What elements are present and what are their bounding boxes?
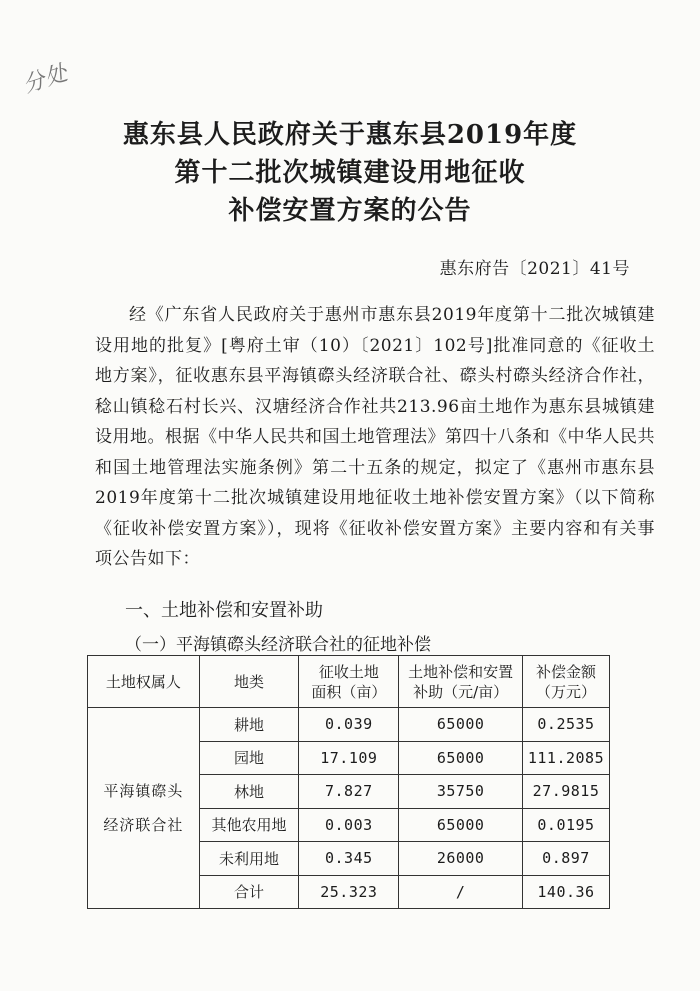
header-rate-line1: 土地补偿和安置: [408, 662, 514, 681]
cell-rate: 65000: [399, 708, 523, 742]
cell-area: 0.039: [299, 708, 399, 742]
cell-land-type: 未利用地: [199, 842, 299, 876]
cell-rate: 26000: [399, 842, 523, 876]
compensation-table: [87, 655, 610, 909]
cell-area: 0.003: [299, 808, 399, 842]
header-amount-line1: 补偿金额: [536, 662, 597, 681]
cell-area: 0.345: [299, 842, 399, 876]
cell-amount: 0.897: [523, 842, 610, 876]
owner-line1: 平海镇磜头: [103, 782, 184, 800]
cell-rate: 65000: [399, 741, 523, 775]
cell-land-type: 耕地: [199, 708, 299, 742]
cell-rate: 35750: [399, 775, 523, 809]
cell-land-type: 园地: [199, 741, 299, 775]
table-row: [88, 708, 610, 742]
cell-land-type: 合计: [199, 875, 299, 909]
cell-rate: 65000: [399, 808, 523, 842]
cell-land-type: 其他农用地: [199, 808, 299, 842]
cell-rate: /: [399, 875, 523, 909]
cell-amount: 0.0195: [523, 808, 610, 842]
title-line-1: 惠东县人民政府关于惠东县2019年度: [122, 120, 578, 150]
header-amount-line2: （万元）: [536, 682, 597, 701]
section-heading: 一、土地补偿和安置补助: [125, 600, 323, 621]
cell-area: 25.323: [299, 875, 399, 909]
cell-amount: 111.2085: [523, 741, 610, 775]
cell-land-type: 林地: [199, 775, 299, 809]
table-header-row: [88, 656, 610, 708]
owner-cell: [88, 708, 200, 909]
cell-area: 17.109: [299, 741, 399, 775]
header-rate: [399, 656, 523, 708]
cell-amount: 140.36: [523, 875, 610, 909]
body-paragraph: 经《广东省人民政府关于惠州市惠东县2019年度第十二批次城镇建设用地的批复》[粤府土审（10）〔2021〕102号]批准同意的《征收土地方案》，征收惠东县平海镇磜头经济联合社、磜头村磜头经济合作社，稔山镇稔石村长兴、汉塘经济合作社共213.96亩土地作为惠东县城镇建设用地。根据《中华人民共和国土地管理法》第四十八条和《中华人民共和国土地管理法实施条例》第二十五条的规定，拟定了《惠州市惠东县2019年度第十二批次城镇建设用地征收土地补偿安置方案》（以下简称《征收补偿安置方案》），现将《征收补偿安置方案》主要内容和有关事项公告如下：: [95, 305, 655, 569]
handwritten-note: 分处: [19, 60, 72, 99]
title-line-3: 补偿安置方案的公告: [228, 196, 472, 226]
title-line-2: 第十二批次城镇建设用地征收: [174, 158, 526, 188]
header-land-type: 地类: [199, 656, 299, 708]
cell-area: 7.827: [299, 775, 399, 809]
document-number: 惠东府告〔2021〕41号: [439, 259, 630, 279]
header-amount: [523, 656, 610, 708]
header-owner: 土地权属人: [88, 656, 200, 708]
header-area-line2: 面积（亩）: [311, 682, 387, 701]
document-title: [60, 116, 640, 230]
header-rate-line2: 补助（元/亩）: [413, 682, 509, 701]
subsection-heading: （一）平海镇磜头经济联合社的征地补偿: [125, 635, 431, 655]
cell-amount: 0.2535: [523, 708, 610, 742]
header-area-line1: 征收土地: [318, 662, 379, 681]
owner-line2: 经济联合社: [103, 816, 184, 834]
cell-amount: 27.9815: [523, 775, 610, 809]
header-area: [299, 656, 399, 708]
